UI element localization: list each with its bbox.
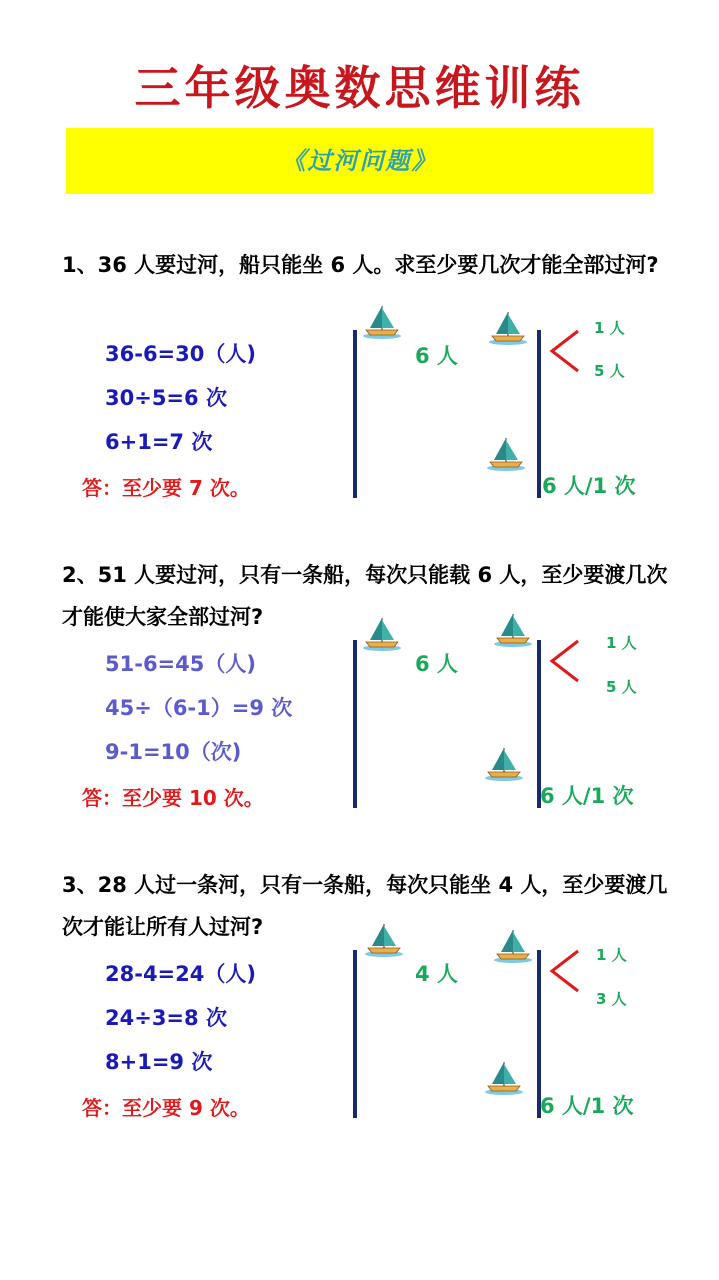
step-3: 6+1=7 次 (105, 430, 213, 454)
split-top-label: 1 人 (594, 319, 625, 337)
question-text: 1、36 人要过河，船只能坐 6 人。求至少要几次才能全部过河? (62, 253, 659, 277)
boat-icon (484, 744, 524, 784)
result-label: 6 人/1 次 (540, 784, 634, 808)
answer-text: 答：至少要 9 次。 (82, 1096, 250, 1120)
step-2: 45÷（6-1）=9 次 (105, 696, 293, 720)
boat-icon (486, 434, 526, 474)
step-3: 9-1=10（次) (105, 740, 242, 764)
river-bank-left (353, 950, 357, 1118)
boat-icon (362, 302, 402, 342)
split-bracket (548, 638, 580, 684)
step-2: 30÷5=6 次 (105, 386, 227, 410)
answer-text: 答：至少要 10 次。 (82, 786, 264, 810)
step-3: 8+1=9 次 (105, 1050, 213, 1074)
split-bracket (548, 328, 580, 374)
boat-icon (364, 920, 404, 960)
split-top-label: 1 人 (606, 634, 637, 652)
subtitle-banner: 《过河问题》 (66, 128, 653, 194)
split-bottom-label: 5 人 (606, 678, 637, 696)
boat-capacity-label: 6 人 (415, 344, 458, 368)
page-title: 三年级奥数思维训练 (134, 61, 585, 115)
boat-icon (484, 1058, 524, 1098)
split-bottom-label: 3 人 (596, 990, 627, 1008)
boat-icon (493, 610, 533, 650)
river-bank-left (353, 640, 357, 808)
split-bottom-label: 5 人 (594, 362, 625, 380)
question-text: 2、51 人要过河，只有一条船，每次只能载 6 人，至少要渡几次才能使大家全部过河? (62, 563, 668, 629)
boat-icon (488, 308, 528, 348)
boat-capacity-label: 6 人 (415, 652, 458, 676)
step-2: 24÷3=8 次 (105, 1006, 227, 1030)
step-1: 36-6=30（人) (105, 342, 256, 366)
boat-capacity-label: 4 人 (415, 962, 458, 986)
boat-icon (362, 614, 402, 654)
river-bank-left (353, 330, 357, 498)
boat-icon (493, 926, 533, 966)
split-top-label: 1 人 (596, 946, 627, 964)
result-label: 6 人/1 次 (542, 474, 636, 498)
answer-text: 答：至少要 7 次。 (82, 476, 250, 500)
river-bank-right (537, 330, 541, 498)
question-text: 3、28 人过一条河，只有一条船，每次只能坐 4 人，至少要渡几次才能让所有人过河? (62, 873, 668, 939)
step-1: 28-4=24（人) (105, 962, 256, 986)
split-bracket (548, 948, 580, 994)
result-label: 6 人/1 次 (540, 1094, 634, 1118)
step-1: 51-6=45（人) (105, 652, 256, 676)
